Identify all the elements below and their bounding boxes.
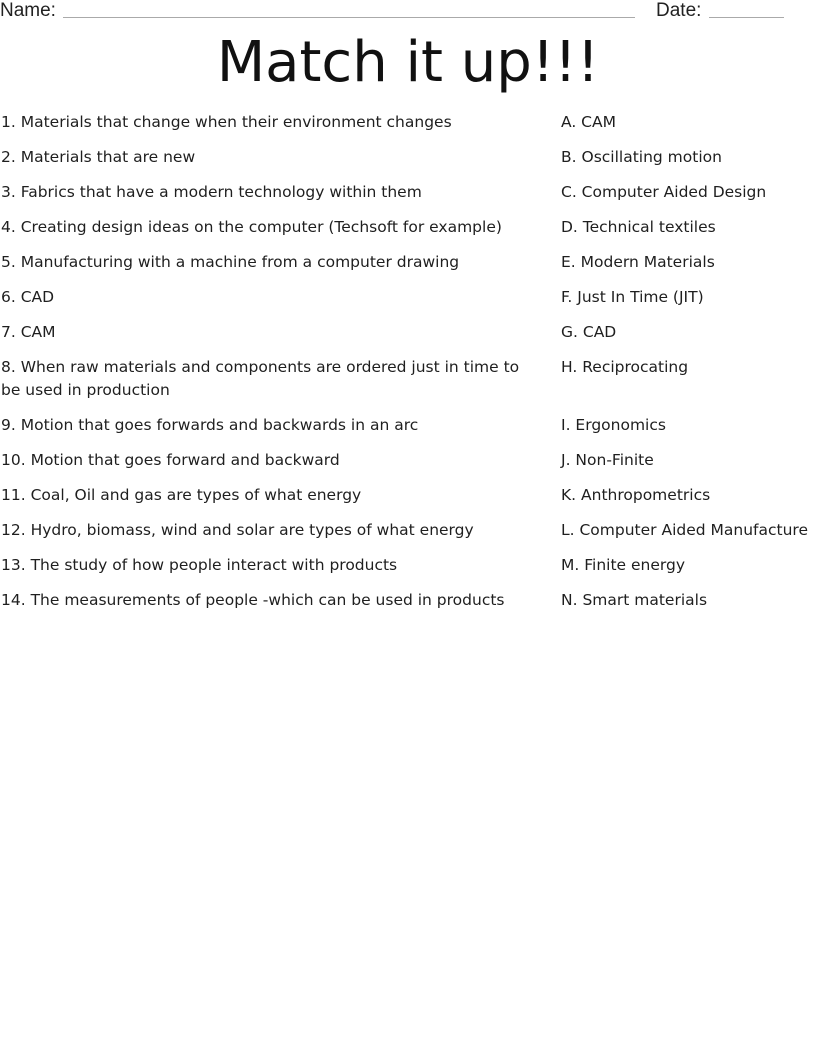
- page-title: Match it up!!!: [216, 30, 600, 95]
- answer-item: N. Smart materials: [561, 591, 708, 609]
- question-item: 12. Hydro, biomass, wind and solar are types of what energy: [1, 521, 474, 539]
- question-item: 3. Fabrics that have a modern technology within them: [1, 183, 422, 201]
- answer-item: H. Reciprocating: [561, 358, 689, 376]
- answer-item: L. Computer Aided Manufacture: [561, 521, 808, 539]
- match-row: [0, 321, 816, 344]
- match-row: [0, 181, 816, 204]
- match-row: [0, 519, 816, 542]
- match-row: [0, 554, 816, 577]
- match-row: [0, 484, 816, 507]
- answer-item: K. Anthropometrics: [561, 486, 711, 504]
- answer-item: G. CAD: [561, 323, 617, 341]
- name-label: Name:: [0, 0, 56, 21]
- answer-item: I. Ergonomics: [561, 416, 666, 434]
- question-item: 8. When raw materials and components are ordered just in time to be used in production: [1, 358, 520, 399]
- question-item: 9. Motion that goes forwards and backwards in an arc: [1, 416, 419, 434]
- matching-list: [0, 111, 816, 624]
- question-item: 4. Creating design ideas on the computer (Techsoft for example): [1, 218, 502, 236]
- question-item: 14. The measurements of people -which can be used in products: [1, 591, 505, 609]
- date-field-line[interactable]: [709, 17, 784, 18]
- answer-item: A. CAM: [561, 113, 616, 131]
- match-row: [0, 449, 816, 472]
- match-row: [0, 146, 816, 169]
- answer-item: C. Computer Aided Design: [561, 183, 767, 201]
- question-item: 11. Coal, Oil and gas are types of what energy: [1, 486, 362, 504]
- question-item: 5. Manufacturing with a machine from a computer drawing: [1, 253, 460, 271]
- answer-item: B. Oscillating motion: [561, 148, 722, 166]
- match-row: [0, 251, 816, 274]
- answer-item: M. Finite energy: [561, 556, 685, 574]
- answer-item: J. Non-Finite: [561, 451, 654, 469]
- name-field-line[interactable]: [63, 17, 635, 18]
- question-item: 7. CAM: [1, 323, 56, 341]
- question-item: 1. Materials that change when their environment changes: [1, 113, 452, 131]
- match-row: [0, 414, 816, 437]
- match-row: [0, 111, 816, 134]
- worksheet-header: [0, 0, 816, 22]
- answer-item: D. Technical textiles: [561, 218, 716, 236]
- answer-item: F. Just In Time (JIT): [561, 288, 704, 306]
- match-row: [0, 286, 816, 309]
- question-item: 6. CAD: [1, 288, 55, 306]
- match-row: [0, 589, 816, 612]
- match-row: [0, 356, 816, 402]
- question-item: 13. The study of how people interact with products: [1, 556, 398, 574]
- match-row: [0, 216, 816, 239]
- question-item: 10. Motion that goes forward and backward: [1, 451, 340, 469]
- date-label: Date:: [656, 0, 702, 21]
- answer-item: E. Modern Materials: [561, 253, 715, 271]
- question-item: 2. Materials that are new: [1, 148, 196, 166]
